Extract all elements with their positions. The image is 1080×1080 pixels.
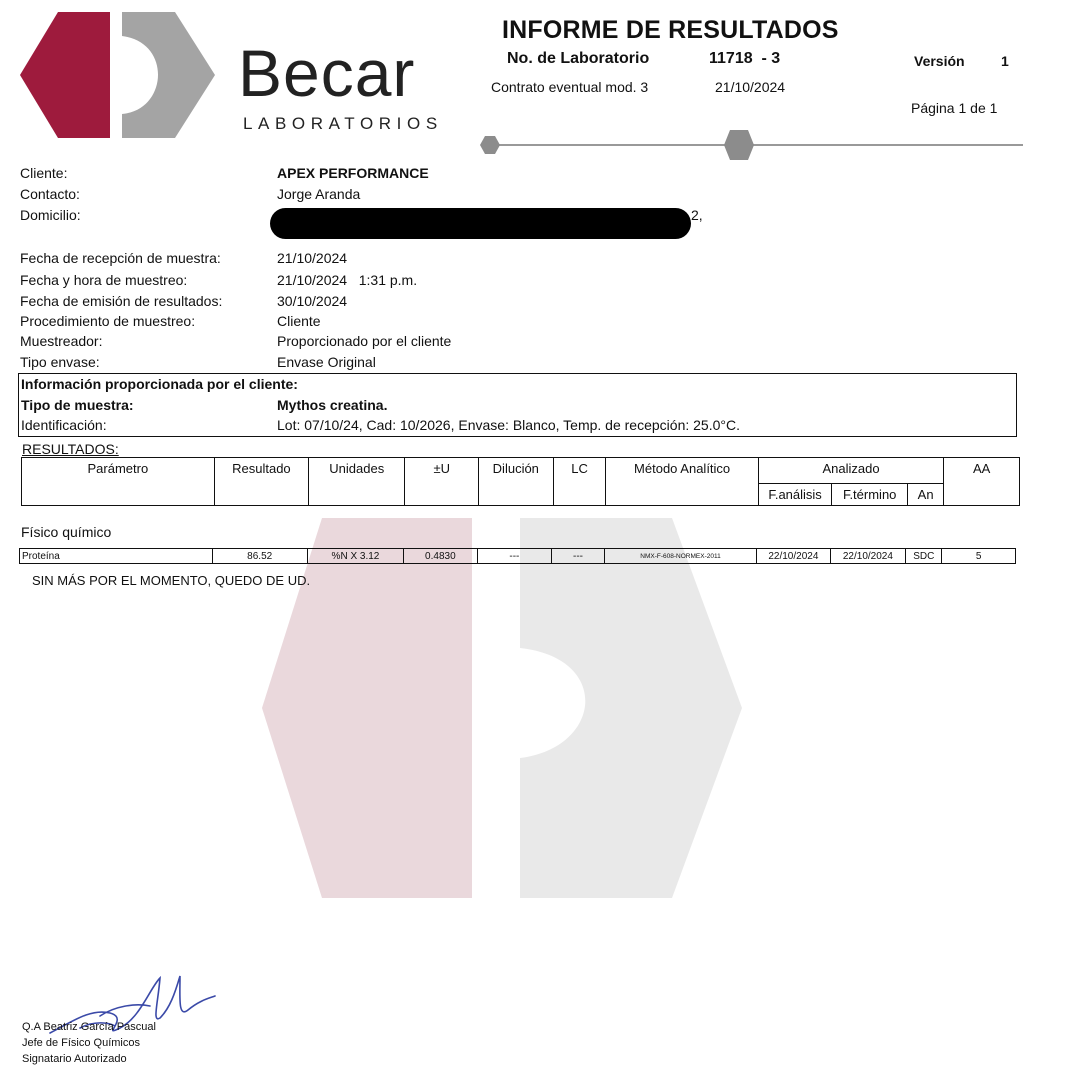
signatory-name: Q.A Beatriz García Pascual bbox=[22, 1021, 156, 1033]
client-info-heading: Información proporcionada por el cliente: bbox=[21, 376, 298, 392]
col-parametro: Parámetro bbox=[22, 458, 215, 506]
version-label: Versión bbox=[914, 53, 965, 69]
muestreo-label: Fecha y hora de muestreo: bbox=[20, 272, 188, 288]
cell-f-analisis: 22/10/2024 bbox=[757, 549, 831, 564]
col-f-termino: F.término bbox=[832, 484, 908, 506]
contacto-value: Jorge Aranda bbox=[277, 186, 361, 202]
version-value: 1 bbox=[1001, 53, 1009, 69]
contacto-label: Contacto: bbox=[20, 186, 80, 202]
muestreador-value: Proporcionado por el cliente bbox=[277, 333, 452, 349]
muestreador-label: Muestreador: bbox=[20, 333, 103, 349]
col-metodo: Método Analítico bbox=[606, 458, 758, 506]
col-f-analisis: F.análisis bbox=[758, 484, 832, 506]
contract-text: Contrato eventual mod. 3 bbox=[491, 79, 649, 95]
becar-logo-icon bbox=[20, 8, 220, 142]
domicilio-label: Domicilio: bbox=[20, 207, 81, 223]
results-heading: RESULTADOS: bbox=[22, 441, 119, 457]
address-redaction bbox=[270, 208, 691, 239]
cliente-label: Cliente: bbox=[20, 165, 68, 181]
results-table bbox=[19, 548, 1016, 564]
tipo-muestra-value: Mythos creatina. bbox=[277, 397, 388, 413]
procedimiento-value: Cliente bbox=[277, 313, 321, 329]
procedimiento-label: Procedimiento de muestreo: bbox=[20, 313, 196, 329]
cell-metodo: NMX-F-608-NORMEX-2011 bbox=[604, 549, 756, 564]
cell-incertidumbre: 0.4830 bbox=[404, 549, 478, 564]
watermark-gray-shape bbox=[520, 518, 742, 898]
recepcion-value: 21/10/2024 bbox=[277, 250, 348, 266]
signatory-role: Jefe de Físico Químicos bbox=[22, 1037, 140, 1049]
cell-an: SDC bbox=[906, 549, 942, 564]
emision-label: Fecha de emisión de resultados: bbox=[20, 293, 223, 309]
col-incertidumbre: ±U bbox=[405, 458, 479, 506]
brand-name: Becar bbox=[238, 36, 416, 110]
cell-unidades: %N X 3.12 bbox=[307, 549, 403, 564]
lab-number-value: 11718 - 3 bbox=[709, 50, 781, 67]
muestreo-value: 21/10/2024 1:31 p.m. bbox=[277, 272, 418, 288]
cell-f-termino: 22/10/2024 bbox=[830, 549, 906, 564]
page-indicator: Página 1 de 1 bbox=[911, 100, 998, 116]
envase-value: Envase Original bbox=[277, 354, 376, 370]
watermark-logo bbox=[262, 518, 742, 898]
cliente-value: APEX PERFORMANCE bbox=[277, 165, 429, 181]
domicilio-tail: 2, bbox=[691, 207, 703, 223]
col-aa: AA bbox=[944, 458, 1020, 506]
contract-date: 21/10/2024 bbox=[715, 79, 786, 95]
recepcion-label: Fecha de recepción de muestra: bbox=[20, 250, 221, 266]
col-resultado: Resultado bbox=[214, 458, 308, 506]
cell-lc: --- bbox=[552, 549, 605, 564]
header-decor-line bbox=[478, 126, 1023, 162]
table-row bbox=[20, 549, 1016, 564]
col-unidades: Unidades bbox=[309, 458, 405, 506]
col-analizado: Analizado bbox=[758, 458, 943, 484]
results-header-table bbox=[21, 457, 1020, 506]
identificacion-value: Lot: 07/10/24, Cad: 10/2026, Envase: Blanco, Temp. de recepción: 25.0°C. bbox=[277, 417, 740, 433]
report-title: INFORME DE RESULTADOS bbox=[502, 16, 839, 44]
identificacion-label: Identificación: bbox=[21, 417, 107, 433]
col-dilucion: Dilución bbox=[479, 458, 554, 506]
section-fisico-quimico: Físico químico bbox=[21, 524, 112, 540]
cell-resultado: 86.52 bbox=[212, 549, 307, 564]
lab-number-label: No. de Laboratorio bbox=[507, 50, 650, 67]
tipo-muestra-label: Tipo de muestra: bbox=[21, 397, 134, 413]
col-lc: LC bbox=[553, 458, 606, 506]
cell-dilucion: --- bbox=[477, 549, 552, 564]
signature-scribble bbox=[40, 968, 220, 1048]
signatory-title: Signatario Autorizado bbox=[22, 1053, 127, 1065]
col-an: An bbox=[908, 484, 944, 506]
closing-text: SIN MÁS POR EL MOMENTO, QUEDO DE UD. bbox=[32, 573, 311, 588]
cell-aa: 5 bbox=[942, 549, 1016, 564]
cell-parametro: Proteína bbox=[20, 549, 213, 564]
emision-value: 30/10/2024 bbox=[277, 293, 348, 309]
envase-label: Tipo envase: bbox=[20, 354, 100, 370]
brand-subtitle: LABORATORIOS bbox=[243, 114, 443, 133]
